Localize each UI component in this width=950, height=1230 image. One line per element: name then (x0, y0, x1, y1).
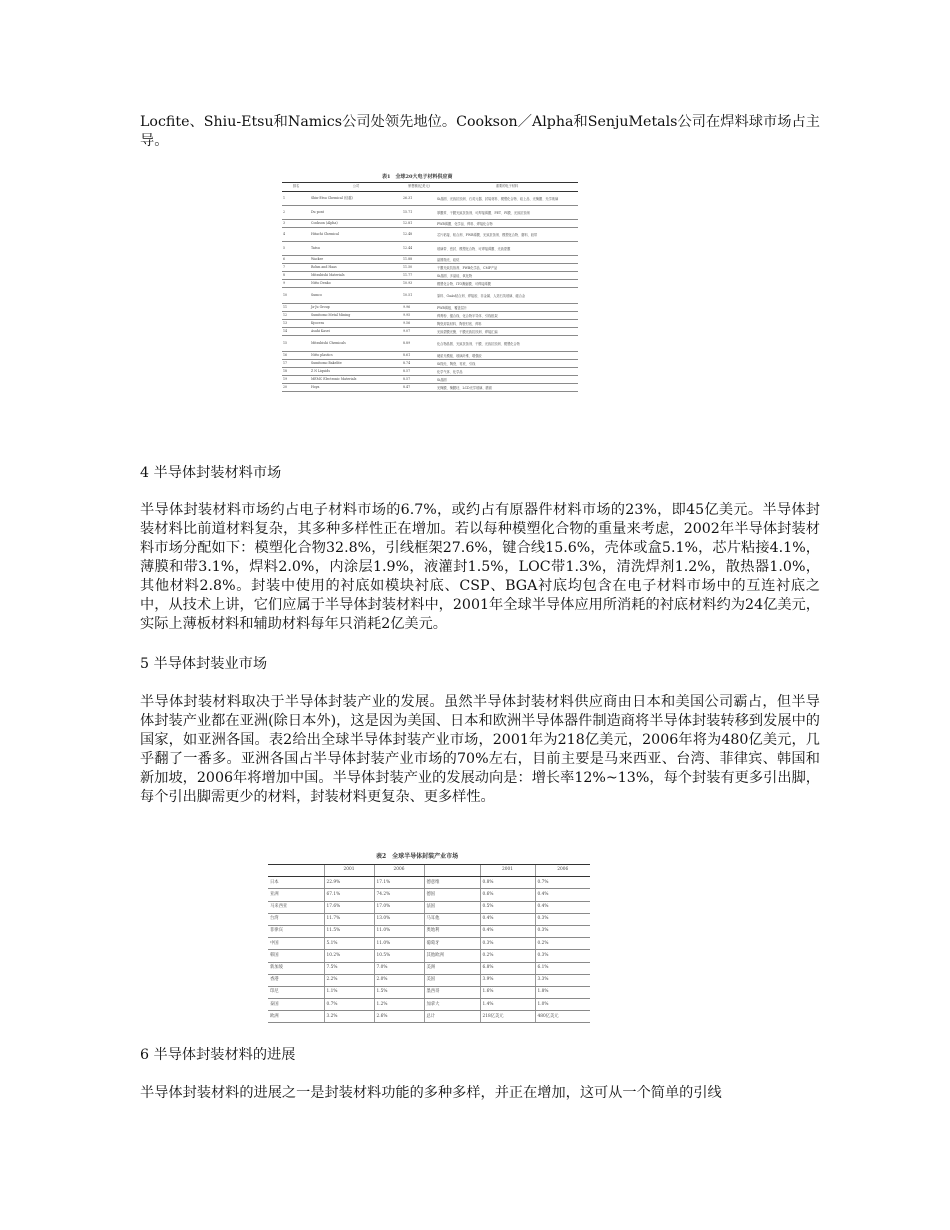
table2-row-cell: 菲律宾 (268, 925, 324, 937)
table2-row-cell: 218亿美元 (480, 1011, 535, 1023)
table2-row-cell: 1.5% (374, 986, 424, 998)
table2-row-cell: 中国 (268, 938, 324, 950)
table1-row (282, 320, 578, 328)
table1-row-cell: Si抛光、陶瓷、衬底、引线 (436, 360, 578, 368)
table1-row-cell: Kyocera (310, 320, 402, 328)
table1-row-cell: 26.31 (402, 192, 436, 206)
table1-row-cell: 18 (282, 368, 310, 376)
table2-row (268, 1011, 590, 1023)
table2-row-cell: 马耳他 (424, 913, 480, 925)
table1-row-cell: 8.57 (402, 368, 436, 376)
table1-row-cell: 8.89 (402, 336, 436, 352)
table2-row-cell: 11.7% (324, 913, 374, 925)
table1-figure (282, 172, 578, 440)
table1-row-cell: Sumitomo Bakelite (310, 360, 402, 368)
table1-header-cell: 销售额(亿美元) (402, 183, 436, 192)
table1-row-cell: 19 (282, 376, 310, 384)
table1-row (282, 206, 578, 220)
table1-row (282, 376, 578, 384)
table1-row-cell: Si晶圆 (436, 376, 578, 384)
table2-row-cell: 0.4% (535, 901, 590, 913)
table1-row-cell: 10.93 (402, 280, 436, 288)
table1-row-cell: 5 (282, 242, 310, 256)
table2-row-cell: 5.1% (324, 938, 374, 950)
table2-header-cell (424, 865, 480, 877)
table2-row-cell: 6.8% (480, 962, 535, 974)
table1-row-cell: 15 (282, 336, 310, 352)
table1-row-cell: 9 (282, 280, 310, 288)
table1-row-cell: Du pont (310, 206, 402, 220)
table2-row (268, 901, 590, 913)
table1-row-cell: 11.88 (402, 256, 436, 264)
table1-row (282, 288, 578, 304)
table2-row-cell: 74.2% (374, 889, 424, 901)
table1-row-cell: 晶圆抛光、硅烷 (436, 256, 578, 264)
table1-row-cell: Sumco (310, 288, 402, 304)
table1-row-cell: 芯片粘接、粘合剂、PWB薄膜、光致抗蚀剂、模塑化合物、磨料、胶带 (436, 228, 578, 242)
table1-row-cell: 模塑化合物、ITO溅射膜、可焊接薄膜 (436, 280, 578, 288)
heading-section-5: 5 半导体封装业市场 (140, 656, 268, 672)
table1-row-cell: 4 (282, 228, 310, 242)
table2-row-cell: 3.9% (480, 974, 535, 986)
table1-row-cell: 玻璃带、密封、模塑化合物、可焊接薄膜、光致蒙膜 (436, 242, 578, 256)
paragraph-section-4: 半导体封装材料市场约占电子材料市场的6.7%，或约占有原器件材料市场的23%，即45亿美元。半导体封装材料比前道材料复杂，其多种多样性正在增加。若以每种模塑化合物的重量来考虑，2002年半导体封装材料市场分配如下：模塑化合物32.8%，引线框架27.6%，键合线15.6%，壳体或盒5.1%，芯片粘接4.1%，薄膜和带3.1%，焊料2.0%，内涂层1.9%，液灌封1.5%，LOC带1.3%，清洗焊剂1.2%，散热器1.0%，其他材料2.8%。封装中使用的衬底如模块衬底、CSP、BGA衬底均包含在电子材料市场中的互连衬底之中，从技术上讲，它们应属于半导体封装材料中，2001年全球半导体应用所消耗的衬底材料约为24亿美元，实际上薄板材料和辅助材料每年只消耗2亿美元。 (140, 502, 820, 632)
table2-row-cell: 韩国 (268, 950, 324, 962)
table1-row-cell: 陶瓷封装材料、陶瓷衬底、焊料 (436, 320, 578, 328)
table2-row-cell: 7.0% (374, 962, 424, 974)
table2-row-cell: 480亿美元 (535, 1011, 590, 1023)
table1-row (282, 272, 578, 280)
table1-row-cell: 光致蒙膜光聚、干膜光致抗蚀剂、焊接汇编 (436, 328, 578, 336)
table1-row-cell: Tatsu (310, 242, 402, 256)
table2-row-cell: 0.3% (535, 913, 590, 925)
table1-row-cell: 17 (282, 360, 310, 368)
table2-header-cell: 2006 (374, 865, 424, 877)
table2-header-cell: 2006 (535, 865, 590, 877)
table2-row-cell: 美国 (424, 974, 480, 986)
table1-row (282, 256, 578, 264)
table1-row-cell: Z N Liquids (310, 368, 402, 376)
table2-row-cell: 17.0% (374, 901, 424, 913)
table1-row (282, 384, 578, 392)
table2-row-cell: 67.1% (324, 889, 374, 901)
table1-row-cell: 11.50 (402, 264, 436, 272)
table2-row-cell: 墨西哥 (424, 986, 480, 998)
table2-header-row (268, 865, 590, 877)
table2-row-cell: 新加坡 (268, 962, 324, 974)
table1-row-cell: 硬质光模板、玻璃纤维、增强胶 (436, 352, 578, 360)
table2-caption: 表2 全球半导体封装产业市场 (376, 853, 459, 860)
table1-row-cell: Wacker (310, 256, 402, 264)
paragraph-intro: Locfite、Shiu-Etsu和Namics公司处领先地位。Cookson／Alpha和SenjuMetals公司在焊料球市场占主导。 (140, 114, 820, 149)
table1-row-cell: 6 (282, 256, 310, 264)
table1-row-cell: 8.57 (402, 376, 436, 384)
table2-row-cell: 0.8% (480, 877, 535, 889)
table1-row-cell: 光掩膜、掩膜坯、LCD光学玻璃、磨面 (436, 384, 578, 392)
table1-row-cell: Si晶圆、光致抗蚀剂、石英元器、封装材料、模塑化合物、硅上品、光掩膜、光学玻璃 (436, 192, 578, 206)
table2-row-cell: 0.3% (480, 938, 535, 950)
table1-row-cell: 1 (282, 192, 310, 206)
table1-row-cell: 10 (282, 288, 310, 304)
table1-header-cell: 重要的电子材料 (436, 183, 578, 192)
table1-row-cell: 9.07 (402, 328, 436, 336)
table2-row (268, 950, 590, 962)
table2-row-cell: 0.6% (480, 889, 535, 901)
table1-row (282, 368, 578, 376)
table2-row-cell: 香港 (268, 974, 324, 986)
table1-row (282, 328, 578, 336)
paragraph-section-5: 半导体封装材料取决于半导体封装产业的发展。虽然半导体封装材料供应商由日本和美国公司霸占，但半导体封装产业都在亚洲(除日本外)，这是因为美国、日本和欧洲半导体器件制造商将半导体封装转移到发展中的国家，如亚洲各国。表2给出全球半导体封装产业市场，2001年为218亿美元，2006年将为480亿美元，几乎翻了一番多。亚洲各国占半导体封装产业市场的70%左右，目前主要是马来西亚、台湾、菲律宾、韩国和新加坡，2006年将增加中国。半导体封装产业的发展动向是：增长率12%~13%，每个封装有更多引出脚，每个引出脚需更少的材料，封装材料更复杂、更多样性。 (140, 694, 820, 805)
table2-row-cell: 2.6% (374, 1011, 424, 1023)
table1-header-row (282, 183, 578, 192)
table2-header-cell (268, 865, 324, 877)
table1-row (282, 304, 578, 312)
table2-row (268, 938, 590, 950)
table1-row-cell: Mitsubishi Chemicals (310, 336, 402, 352)
table2-header-cell: 2001 (324, 865, 374, 877)
table2-row-cell: 1.0% (535, 999, 590, 1011)
table2-row-cell: 0.5% (480, 901, 535, 913)
table2-row-cell: 11.0% (374, 925, 424, 937)
paragraph-section-6: 半导体封装材料的进展之一是封装材料功能的多种多样，并正在增加，这可从一个简单的引线 (140, 1085, 722, 1101)
table1-row (282, 192, 578, 206)
table2-row-cell: 0.3% (535, 925, 590, 937)
table1-row-cell: Rohm and Haas (310, 264, 402, 272)
table1-row-cell: 12.44 (402, 242, 436, 256)
table1-row-cell: Si晶圆、多晶硅、氧化物 (436, 272, 578, 280)
table2-row-cell: 泰国 (268, 999, 324, 1011)
table2-row-cell: 10.2% (324, 950, 374, 962)
table2-row (268, 962, 590, 974)
table1-row-cell: 焊膏粉、键合线、化合物半导体、引线框架 (436, 312, 578, 320)
table2-row-cell: 2.2% (324, 974, 374, 986)
table1-header-cell: 公司 (310, 183, 402, 192)
table1-row-cell: 10.51 (402, 288, 436, 304)
table1-caption: 表1 全球20大电子材料供应商 (382, 174, 453, 180)
table2-row-cell: 11.0% (374, 938, 424, 950)
table2-row-cell: 1.6% (480, 986, 535, 998)
table1-row-cell: Sumitomo Metal Mining (310, 312, 402, 320)
table2-row-cell: 亚洲 (268, 889, 324, 901)
table1-row-cell: 12 (282, 312, 310, 320)
table1-row-cell: 9.96 (402, 304, 436, 312)
table2-row-cell: 奥地利 (424, 925, 480, 937)
table2-row-cell: 13.0% (374, 913, 424, 925)
table1-row (282, 312, 578, 320)
table2-row-cell: 马来西亚 (268, 901, 324, 913)
table2-row-cell: 2.0% (374, 974, 424, 986)
table2-row-cell: 6.1% (535, 962, 590, 974)
table2-row-cell: 22.9% (324, 877, 374, 889)
table1-row-cell: Nitto plastics (310, 352, 402, 360)
table1-row-cell: Cookson (Alpha) (310, 220, 402, 228)
table1-row-cell: 12.48 (402, 228, 436, 242)
table1-row-cell: PWB薄板、覆盖层片 (436, 304, 578, 312)
table2-row-cell: 0.2% (480, 950, 535, 962)
table1-row (282, 336, 578, 352)
table1-row-cell: 20 (282, 384, 310, 392)
table1-row-cell: 14 (282, 328, 310, 336)
table1-row-cell: 15.71 (402, 206, 436, 220)
table2-row-cell: 德国 (424, 889, 480, 901)
table2-row-cell: 7.5% (324, 962, 374, 974)
table1-row-cell: 16 (282, 352, 310, 360)
table1 (282, 182, 578, 392)
table2-row (268, 974, 590, 986)
table2-row-cell: 0.3% (535, 950, 590, 962)
table2-row (268, 877, 590, 889)
table1-row-cell: 干膜光致抗蚀剂、PWB化学品、CMP产品 (436, 264, 578, 272)
table1-row-cell: 原料、GaAs粘合剂、焊接胶、非金属、人造石英玻璃、磁合金 (436, 288, 578, 304)
table1-row (282, 228, 578, 242)
table1-row-cell: Mitsubishi Materials (310, 272, 402, 280)
heading-section-4: 4 半导体封装材料市场 (140, 465, 282, 481)
table2-row-cell: 11.5% (324, 925, 374, 937)
table1-row-cell: 8.47 (402, 384, 436, 392)
table1-row-cell: 8 (282, 272, 310, 280)
table2-row-cell: 0.7% (535, 877, 590, 889)
table2-row-cell: 美洲 (424, 962, 480, 974)
table2-row-cell: 法国 (424, 901, 480, 913)
table2-row-cell: 其他欧洲 (424, 950, 480, 962)
table2-row-cell: 3.3% (535, 974, 590, 986)
table1-row-cell: 化学气体、化学品 (436, 368, 578, 376)
table2-row (268, 925, 590, 937)
table2-row-cell: 0.4% (480, 925, 535, 937)
table2-row (268, 913, 590, 925)
table1-row-cell: 3 (282, 220, 310, 228)
table2-row-cell: 17.6% (324, 901, 374, 913)
table2 (268, 864, 590, 1023)
table2-row-cell: 台湾 (268, 913, 324, 925)
table2-row-cell: 17.1% (374, 877, 424, 889)
table2-figure (268, 850, 590, 1022)
table1-row-cell: 11.77 (402, 272, 436, 280)
heading-section-6: 6 半导体封装材料的进展 (140, 1047, 296, 1063)
table2-row (268, 986, 590, 998)
table2-row-cell: 0.4% (480, 913, 535, 925)
table2-row-cell: 印尼 (268, 986, 324, 998)
table1-row-cell: 8.74 (402, 360, 436, 368)
table1-row (282, 220, 578, 228)
table2-row-cell: 欧洲 (268, 1011, 324, 1023)
table2-row (268, 889, 590, 901)
table1-row (282, 280, 578, 288)
table2-row-cell: 10.5% (374, 950, 424, 962)
table1-row (282, 352, 578, 360)
table1-row (282, 242, 578, 256)
table2-row (268, 999, 590, 1011)
table2-row-cell: 加拿大 (424, 999, 480, 1011)
table2-row-cell: 1.1% (324, 986, 374, 998)
table1-row-cell: 9.95 (402, 312, 436, 320)
table1-row-cell: 8.61 (402, 352, 436, 360)
table2-row-cell: 3.2% (324, 1011, 374, 1023)
table1-row-cell: Asahi Kasei (310, 328, 402, 336)
table1-row-cell: Hoya (310, 384, 402, 392)
table1-row-cell: 9.56 (402, 320, 436, 328)
table1-row (282, 264, 578, 272)
table2-row-cell: 0.2% (535, 938, 590, 950)
table2-row-cell: 1.2% (374, 999, 424, 1011)
table1-row-cell: PWB薄膜、化学品、焊料、焊接化合物 (436, 220, 578, 228)
table1-row-cell: 7 (282, 264, 310, 272)
table1-row-cell: 厚膜浆、干膜光致抗蚀剂、可焊接薄膜、PET、PI膜、光致抗蚀剂 (436, 206, 578, 220)
table1-row-cell: 12.81 (402, 220, 436, 228)
table2-row-cell: 1.8% (535, 986, 590, 998)
table1-row-cell: Ja-Ju Group (310, 304, 402, 312)
table2-row-cell: 德意维 (424, 877, 480, 889)
table2-header-cell: 2001 (480, 865, 535, 877)
table1-row-cell: Hitachi Chemical (310, 228, 402, 242)
table2-row-cell: 葡萄牙 (424, 938, 480, 950)
table2-row-cell: 总计 (424, 1011, 480, 1023)
table1-row-cell: 2 (282, 206, 310, 220)
table1-row-cell: Nitto Denko (310, 280, 402, 288)
table1-row-cell: 13 (282, 320, 310, 328)
table1-row-cell: Shin-Etsu Chemical (信越) (310, 192, 402, 206)
table2-row-cell: 0.4% (535, 889, 590, 901)
table1-row-cell: 11 (282, 304, 310, 312)
table1-row (282, 360, 578, 368)
table2-row-cell: 1.4% (480, 999, 535, 1011)
table2-row-cell: 日本 (268, 877, 324, 889)
table1-row-cell: MEMC Electronic Materials (310, 376, 402, 384)
table1-row-cell: 化合物晶圆、光致抗蚀剂、干膜、光致抗蚀剂、模塑化合物 (436, 336, 578, 352)
table2-row-cell: 0.7% (324, 999, 374, 1011)
table1-header-cell: 排名 (282, 183, 310, 192)
